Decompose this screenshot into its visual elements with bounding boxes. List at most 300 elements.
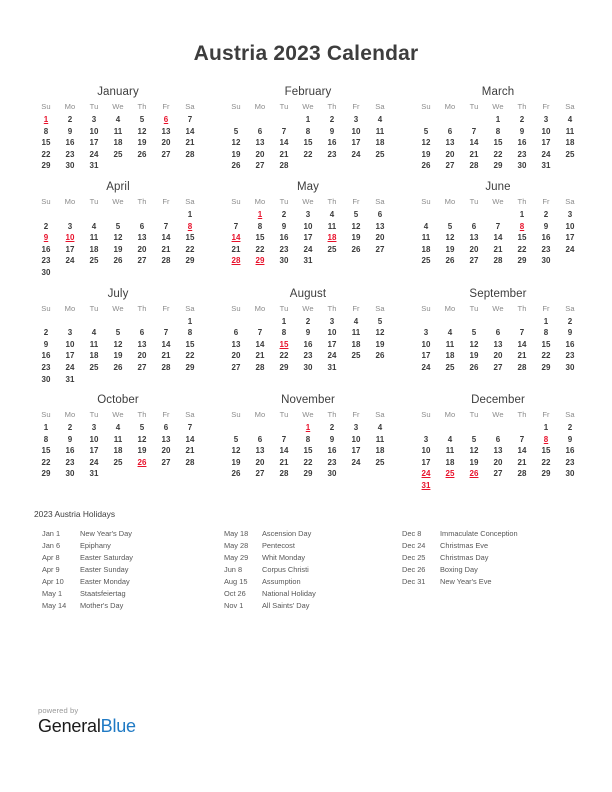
- day-cell[interactable]: 29: [517, 256, 527, 266]
- day-cell[interactable]: 16: [565, 339, 575, 349]
- day-cell[interactable]: 2: [67, 115, 73, 124]
- day-cell[interactable]: 26: [351, 244, 361, 254]
- day-cell[interactable]: 12: [137, 126, 147, 136]
- day-cell[interactable]: 5: [115, 221, 121, 231]
- day-cell[interactable]: 23: [41, 256, 51, 266]
- day-cell[interactable]: 7: [495, 221, 501, 231]
- day-cell[interactable]: 2: [567, 423, 573, 433]
- day-cell[interactable]: 2: [43, 328, 49, 338]
- day-cell[interactable]: 21: [493, 244, 503, 254]
- day-cell[interactable]: 17: [351, 446, 361, 456]
- day-cell[interactable]: 30: [41, 374, 51, 384]
- day-cell[interactable]: 6: [139, 328, 145, 338]
- day-cell[interactable]: 28: [185, 149, 195, 159]
- day-cell[interactable]: 10: [351, 126, 361, 136]
- day-cell[interactable]: 12: [469, 446, 479, 456]
- day-cell[interactable]: 8: [305, 434, 311, 444]
- day-cell[interactable]: 15: [303, 138, 313, 148]
- day-cell[interactable]: 8: [43, 126, 49, 136]
- day-cell[interactable]: 24: [541, 149, 551, 159]
- day-cell[interactable]: 7: [163, 221, 169, 231]
- day-cell[interactable]: 29: [541, 362, 551, 372]
- day-cell[interactable]: 21: [279, 457, 289, 467]
- day-cell[interactable]: 20: [493, 351, 503, 361]
- day-cell[interactable]: 20: [137, 351, 147, 361]
- day-cell[interactable]: 27: [231, 362, 241, 372]
- day-cell[interactable]: 15: [541, 446, 551, 456]
- day-cell[interactable]: 19: [351, 233, 361, 243]
- day-cell[interactable]: 6: [495, 328, 501, 338]
- day-cell[interactable]: 1: [519, 209, 525, 219]
- day-cell[interactable]: 19: [113, 351, 123, 361]
- day-cell[interactable]: 27: [493, 469, 503, 479]
- day-cell[interactable]: 10: [65, 339, 75, 349]
- day-cell[interactable]: 15: [541, 339, 551, 349]
- day-cell[interactable]: 30: [303, 362, 313, 372]
- day-cell-holiday[interactable]: 8: [519, 221, 525, 231]
- day-cell[interactable]: 25: [89, 256, 99, 266]
- day-cell[interactable]: 26: [113, 256, 123, 266]
- day-cell[interactable]: 13: [161, 434, 171, 444]
- day-cell[interactable]: 22: [493, 149, 503, 159]
- day-cell[interactable]: 3: [423, 328, 429, 338]
- day-cell[interactable]: 8: [257, 221, 263, 231]
- day-cell[interactable]: 28: [517, 469, 527, 479]
- day-cell-holiday[interactable]: 18: [327, 233, 337, 243]
- day-cell[interactable]: 23: [517, 149, 527, 159]
- day-cell[interactable]: 2: [281, 209, 287, 219]
- day-cell-holiday[interactable]: 1: [305, 423, 311, 433]
- day-cell[interactable]: 12: [351, 221, 361, 231]
- day-cell[interactable]: 15: [41, 446, 51, 456]
- day-cell[interactable]: 16: [279, 233, 289, 243]
- day-cell[interactable]: 3: [305, 209, 311, 219]
- day-cell[interactable]: 25: [113, 457, 123, 467]
- day-cell[interactable]: 9: [519, 126, 525, 136]
- day-cell[interactable]: 17: [303, 233, 313, 243]
- day-cell[interactable]: 4: [377, 115, 383, 124]
- day-cell[interactable]: 3: [67, 328, 73, 338]
- day-cell[interactable]: 18: [421, 244, 431, 254]
- day-cell[interactable]: 11: [375, 126, 385, 136]
- day-cell[interactable]: 20: [255, 457, 265, 467]
- day-cell[interactable]: 10: [421, 446, 431, 456]
- day-cell[interactable]: 13: [493, 339, 503, 349]
- day-cell[interactable]: 25: [445, 362, 455, 372]
- day-cell[interactable]: 13: [161, 126, 171, 136]
- day-cell[interactable]: 10: [541, 126, 551, 136]
- day-cell[interactable]: 15: [185, 339, 195, 349]
- day-cell[interactable]: 21: [517, 457, 527, 467]
- day-cell[interactable]: 5: [377, 316, 383, 326]
- day-cell[interactable]: 14: [517, 446, 527, 456]
- day-cell[interactable]: 28: [279, 161, 289, 171]
- day-cell[interactable]: 25: [113, 149, 123, 159]
- day-cell[interactable]: 12: [113, 233, 123, 243]
- day-cell[interactable]: 19: [375, 339, 385, 349]
- day-cell[interactable]: 17: [65, 351, 75, 361]
- day-cell[interactable]: 16: [517, 138, 527, 148]
- day-cell[interactable]: 16: [65, 446, 75, 456]
- day-cell[interactable]: 23: [541, 244, 551, 254]
- day-cell[interactable]: 7: [471, 126, 477, 136]
- day-cell[interactable]: 10: [565, 221, 575, 231]
- day-cell[interactable]: 23: [565, 457, 575, 467]
- day-cell[interactable]: 12: [421, 138, 431, 148]
- day-cell[interactable]: 14: [517, 339, 527, 349]
- day-cell[interactable]: 22: [541, 351, 551, 361]
- day-cell[interactable]: 22: [185, 351, 195, 361]
- day-cell[interactable]: 6: [495, 434, 501, 444]
- day-cell[interactable]: 8: [43, 434, 49, 444]
- day-cell[interactable]: 7: [187, 423, 193, 433]
- day-cell[interactable]: 27: [469, 256, 479, 266]
- day-cell[interactable]: 2: [567, 316, 573, 326]
- day-cell[interactable]: 25: [89, 362, 99, 372]
- day-cell[interactable]: 9: [281, 221, 287, 231]
- day-cell[interactable]: 27: [137, 256, 147, 266]
- day-cell[interactable]: 18: [445, 351, 455, 361]
- day-cell[interactable]: 13: [137, 233, 147, 243]
- day-cell[interactable]: 23: [65, 149, 75, 159]
- day-cell[interactable]: 20: [255, 149, 265, 159]
- day-cell[interactable]: 6: [139, 221, 145, 231]
- day-cell-holiday[interactable]: 8: [543, 434, 549, 444]
- day-cell[interactable]: 5: [233, 434, 239, 444]
- day-cell-holiday[interactable]: 14: [231, 233, 241, 243]
- day-cell[interactable]: 22: [41, 457, 51, 467]
- day-cell[interactable]: 26: [137, 149, 147, 159]
- day-cell[interactable]: 19: [137, 138, 147, 148]
- day-cell[interactable]: 19: [421, 149, 431, 159]
- day-cell[interactable]: 22: [303, 457, 313, 467]
- day-cell[interactable]: 15: [185, 233, 195, 243]
- day-cell[interactable]: 16: [327, 446, 337, 456]
- day-cell[interactable]: 11: [445, 446, 455, 456]
- day-cell[interactable]: 21: [469, 149, 479, 159]
- day-cell[interactable]: 22: [279, 351, 289, 361]
- day-cell[interactable]: 14: [255, 339, 265, 349]
- day-cell[interactable]: 31: [65, 374, 75, 384]
- day-cell[interactable]: 4: [447, 434, 453, 444]
- day-cell[interactable]: 30: [279, 256, 289, 266]
- day-cell[interactable]: 10: [89, 434, 99, 444]
- day-cell[interactable]: 8: [305, 126, 311, 136]
- day-cell[interactable]: 21: [161, 244, 171, 254]
- day-cell[interactable]: 29: [541, 469, 551, 479]
- day-cell[interactable]: 7: [163, 328, 169, 338]
- day-cell[interactable]: 7: [281, 126, 287, 136]
- day-cell[interactable]: 23: [65, 457, 75, 467]
- day-cell-holiday[interactable]: 1: [257, 209, 263, 219]
- day-cell[interactable]: 25: [565, 149, 575, 159]
- day-cell-holiday[interactable]: 26: [137, 457, 147, 467]
- day-cell-holiday[interactable]: 25: [445, 469, 455, 479]
- day-cell[interactable]: 21: [231, 244, 241, 254]
- day-cell[interactable]: 4: [567, 115, 573, 124]
- day-cell[interactable]: 28: [185, 457, 195, 467]
- day-cell[interactable]: 12: [375, 328, 385, 338]
- day-cell[interactable]: 15: [41, 138, 51, 148]
- day-cell[interactable]: 28: [469, 161, 479, 171]
- day-cell[interactable]: 18: [565, 138, 575, 148]
- day-cell[interactable]: 12: [445, 233, 455, 243]
- day-cell[interactable]: 21: [517, 351, 527, 361]
- day-cell[interactable]: 24: [351, 149, 361, 159]
- day-cell[interactable]: 23: [327, 457, 337, 467]
- day-cell[interactable]: 24: [327, 351, 337, 361]
- day-cell[interactable]: 19: [231, 149, 241, 159]
- day-cell[interactable]: 30: [327, 469, 337, 479]
- day-cell[interactable]: 5: [233, 126, 239, 136]
- day-cell[interactable]: 1: [43, 423, 49, 433]
- day-cell[interactable]: 11: [445, 339, 455, 349]
- day-cell[interactable]: 15: [493, 138, 503, 148]
- day-cell-holiday[interactable]: 29: [255, 256, 265, 266]
- day-cell[interactable]: 11: [113, 126, 123, 136]
- day-cell[interactable]: 30: [541, 256, 551, 266]
- day-cell[interactable]: 3: [423, 434, 429, 444]
- day-cell[interactable]: 30: [517, 161, 527, 171]
- day-cell[interactable]: 11: [327, 221, 337, 231]
- day-cell[interactable]: 22: [541, 457, 551, 467]
- day-cell[interactable]: 26: [231, 161, 241, 171]
- day-cell[interactable]: 7: [519, 434, 525, 444]
- day-cell[interactable]: 5: [471, 434, 477, 444]
- day-cell[interactable]: 1: [495, 115, 501, 124]
- day-cell[interactable]: 24: [351, 457, 361, 467]
- day-cell[interactable]: 27: [493, 362, 503, 372]
- day-cell[interactable]: 3: [543, 115, 549, 124]
- day-cell[interactable]: 24: [65, 256, 75, 266]
- day-cell[interactable]: 7: [257, 328, 263, 338]
- day-cell[interactable]: 3: [353, 423, 359, 433]
- day-cell[interactable]: 31: [327, 362, 337, 372]
- day-cell[interactable]: 20: [469, 244, 479, 254]
- day-cell[interactable]: 25: [327, 244, 337, 254]
- day-cell[interactable]: 1: [187, 316, 193, 326]
- day-cell[interactable]: 16: [41, 244, 51, 254]
- day-cell[interactable]: 22: [185, 244, 195, 254]
- day-cell[interactable]: 23: [279, 244, 289, 254]
- day-cell[interactable]: 1: [187, 209, 193, 219]
- day-cell[interactable]: 11: [351, 328, 361, 338]
- day-cell[interactable]: 31: [89, 469, 99, 479]
- day-cell[interactable]: 24: [421, 362, 431, 372]
- day-cell[interactable]: 4: [91, 328, 97, 338]
- day-cell[interactable]: 6: [233, 328, 239, 338]
- day-cell[interactable]: 6: [163, 423, 169, 433]
- day-cell[interactable]: 6: [447, 126, 453, 136]
- day-cell[interactable]: 12: [113, 339, 123, 349]
- day-cell[interactable]: 16: [65, 138, 75, 148]
- day-cell[interactable]: 6: [257, 434, 263, 444]
- day-cell[interactable]: 20: [375, 233, 385, 243]
- day-cell[interactable]: 30: [565, 362, 575, 372]
- day-cell[interactable]: 26: [231, 469, 241, 479]
- day-cell[interactable]: 14: [161, 339, 171, 349]
- day-cell[interactable]: 30: [65, 469, 75, 479]
- day-cell[interactable]: 3: [91, 423, 97, 433]
- day-cell[interactable]: 29: [41, 161, 51, 171]
- day-cell[interactable]: 6: [471, 221, 477, 231]
- day-cell[interactable]: 13: [231, 339, 241, 349]
- day-cell[interactable]: 2: [519, 115, 525, 124]
- day-cell[interactable]: 21: [161, 351, 171, 361]
- day-cell[interactable]: 5: [471, 328, 477, 338]
- day-cell-holiday[interactable]: 15: [279, 339, 289, 349]
- day-cell[interactable]: 13: [137, 339, 147, 349]
- day-cell[interactable]: 14: [469, 138, 479, 148]
- day-cell-holiday[interactable]: 26: [469, 469, 479, 479]
- day-cell[interactable]: 24: [89, 457, 99, 467]
- day-cell[interactable]: 17: [565, 233, 575, 243]
- day-cell[interactable]: 1: [281, 316, 287, 326]
- day-cell[interactable]: 4: [423, 221, 429, 231]
- day-cell[interactable]: 23: [41, 362, 51, 372]
- day-cell[interactable]: 20: [161, 446, 171, 456]
- day-cell[interactable]: 9: [329, 126, 335, 136]
- day-cell[interactable]: 16: [303, 339, 313, 349]
- day-cell[interactable]: 27: [375, 244, 385, 254]
- day-cell-holiday[interactable]: 9: [43, 233, 49, 243]
- day-cell[interactable]: 31: [541, 161, 551, 171]
- day-cell[interactable]: 11: [421, 233, 431, 243]
- day-cell-holiday[interactable]: 10: [65, 233, 75, 243]
- day-cell[interactable]: 19: [137, 446, 147, 456]
- day-cell[interactable]: 5: [139, 115, 145, 124]
- day-cell[interactable]: 7: [233, 221, 239, 231]
- day-cell[interactable]: 17: [89, 446, 99, 456]
- day-cell[interactable]: 23: [565, 351, 575, 361]
- day-cell[interactable]: 4: [353, 316, 359, 326]
- day-cell[interactable]: 2: [329, 423, 335, 433]
- day-cell[interactable]: 10: [351, 434, 361, 444]
- day-cell[interactable]: 14: [493, 233, 503, 243]
- day-cell[interactable]: 21: [185, 138, 195, 148]
- day-cell[interactable]: 8: [281, 328, 287, 338]
- day-cell[interactable]: 29: [493, 161, 503, 171]
- day-cell[interactable]: 20: [493, 457, 503, 467]
- day-cell[interactable]: 14: [185, 126, 195, 136]
- day-cell[interactable]: 18: [89, 244, 99, 254]
- day-cell[interactable]: 27: [445, 161, 455, 171]
- day-cell[interactable]: 28: [493, 256, 503, 266]
- day-cell[interactable]: 18: [113, 138, 123, 148]
- day-cell[interactable]: 15: [303, 446, 313, 456]
- day-cell[interactable]: 24: [303, 244, 313, 254]
- day-cell[interactable]: 16: [41, 351, 51, 361]
- day-cell[interactable]: 30: [41, 267, 51, 277]
- day-cell[interactable]: 6: [377, 209, 383, 219]
- day-cell[interactable]: 12: [231, 138, 241, 148]
- day-cell[interactable]: 20: [445, 149, 455, 159]
- day-cell[interactable]: 2: [543, 209, 549, 219]
- day-cell[interactable]: 25: [375, 149, 385, 159]
- day-cell[interactable]: 10: [327, 328, 337, 338]
- day-cell[interactable]: 8: [187, 328, 193, 338]
- day-cell[interactable]: 22: [41, 149, 51, 159]
- day-cell[interactable]: 28: [255, 362, 265, 372]
- day-cell[interactable]: 5: [353, 209, 359, 219]
- day-cell[interactable]: 10: [89, 126, 99, 136]
- day-cell[interactable]: 7: [519, 328, 525, 338]
- day-cell[interactable]: 30: [65, 161, 75, 171]
- day-cell-holiday[interactable]: 6: [163, 115, 169, 124]
- day-cell[interactable]: 16: [541, 233, 551, 243]
- day-cell[interactable]: 3: [567, 209, 573, 219]
- day-cell[interactable]: 31: [89, 161, 99, 171]
- day-cell[interactable]: 19: [469, 457, 479, 467]
- day-cell[interactable]: 20: [231, 351, 241, 361]
- day-cell[interactable]: 19: [113, 244, 123, 254]
- day-cell[interactable]: 12: [231, 446, 241, 456]
- day-cell[interactable]: 1: [305, 115, 311, 124]
- day-cell[interactable]: 14: [279, 446, 289, 456]
- day-cell[interactable]: 24: [65, 362, 75, 372]
- day-cell[interactable]: 4: [115, 115, 121, 124]
- day-cell[interactable]: 9: [543, 221, 549, 231]
- day-cell[interactable]: 16: [327, 138, 337, 148]
- day-cell[interactable]: 21: [279, 149, 289, 159]
- day-cell[interactable]: 19: [445, 244, 455, 254]
- day-cell[interactable]: 14: [279, 138, 289, 148]
- day-cell[interactable]: 2: [67, 423, 73, 433]
- day-cell[interactable]: 8: [495, 126, 501, 136]
- day-cell[interactable]: 4: [115, 423, 121, 433]
- day-cell[interactable]: 27: [255, 469, 265, 479]
- day-cell[interactable]: 16: [565, 446, 575, 456]
- day-cell[interactable]: 26: [375, 351, 385, 361]
- day-cell[interactable]: 17: [89, 138, 99, 148]
- day-cell[interactable]: 28: [279, 469, 289, 479]
- day-cell[interactable]: 20: [137, 244, 147, 254]
- day-cell[interactable]: 17: [421, 351, 431, 361]
- day-cell[interactable]: 4: [447, 328, 453, 338]
- day-cell[interactable]: 9: [67, 126, 73, 136]
- day-cell[interactable]: 17: [65, 244, 75, 254]
- day-cell[interactable]: 17: [351, 138, 361, 148]
- day-cell[interactable]: 24: [89, 149, 99, 159]
- day-cell[interactable]: 2: [305, 316, 311, 326]
- day-cell[interactable]: 7: [187, 115, 193, 124]
- day-cell[interactable]: 26: [421, 161, 431, 171]
- day-cell[interactable]: 17: [541, 138, 551, 148]
- day-cell[interactable]: 18: [113, 446, 123, 456]
- day-cell[interactable]: 9: [67, 434, 73, 444]
- day-cell[interactable]: 9: [329, 434, 335, 444]
- day-cell-holiday[interactable]: 8: [187, 221, 193, 231]
- day-cell[interactable]: 5: [139, 423, 145, 433]
- day-cell[interactable]: 15: [255, 233, 265, 243]
- day-cell[interactable]: 24: [565, 244, 575, 254]
- day-cell[interactable]: 10: [421, 339, 431, 349]
- day-cell[interactable]: 23: [327, 149, 337, 159]
- day-cell[interactable]: 11: [113, 434, 123, 444]
- day-cell[interactable]: 10: [303, 221, 313, 231]
- day-cell[interactable]: 2: [329, 115, 335, 124]
- day-cell[interactable]: 5: [423, 126, 429, 136]
- day-cell[interactable]: 26: [445, 256, 455, 266]
- day-cell[interactable]: 4: [91, 221, 97, 231]
- day-cell[interactable]: 12: [137, 434, 147, 444]
- day-cell[interactable]: 17: [421, 457, 431, 467]
- day-cell[interactable]: 9: [567, 328, 573, 338]
- day-cell[interactable]: 14: [185, 434, 195, 444]
- day-cell[interactable]: 18: [375, 138, 385, 148]
- day-cell[interactable]: 27: [161, 149, 171, 159]
- day-cell[interactable]: 19: [231, 457, 241, 467]
